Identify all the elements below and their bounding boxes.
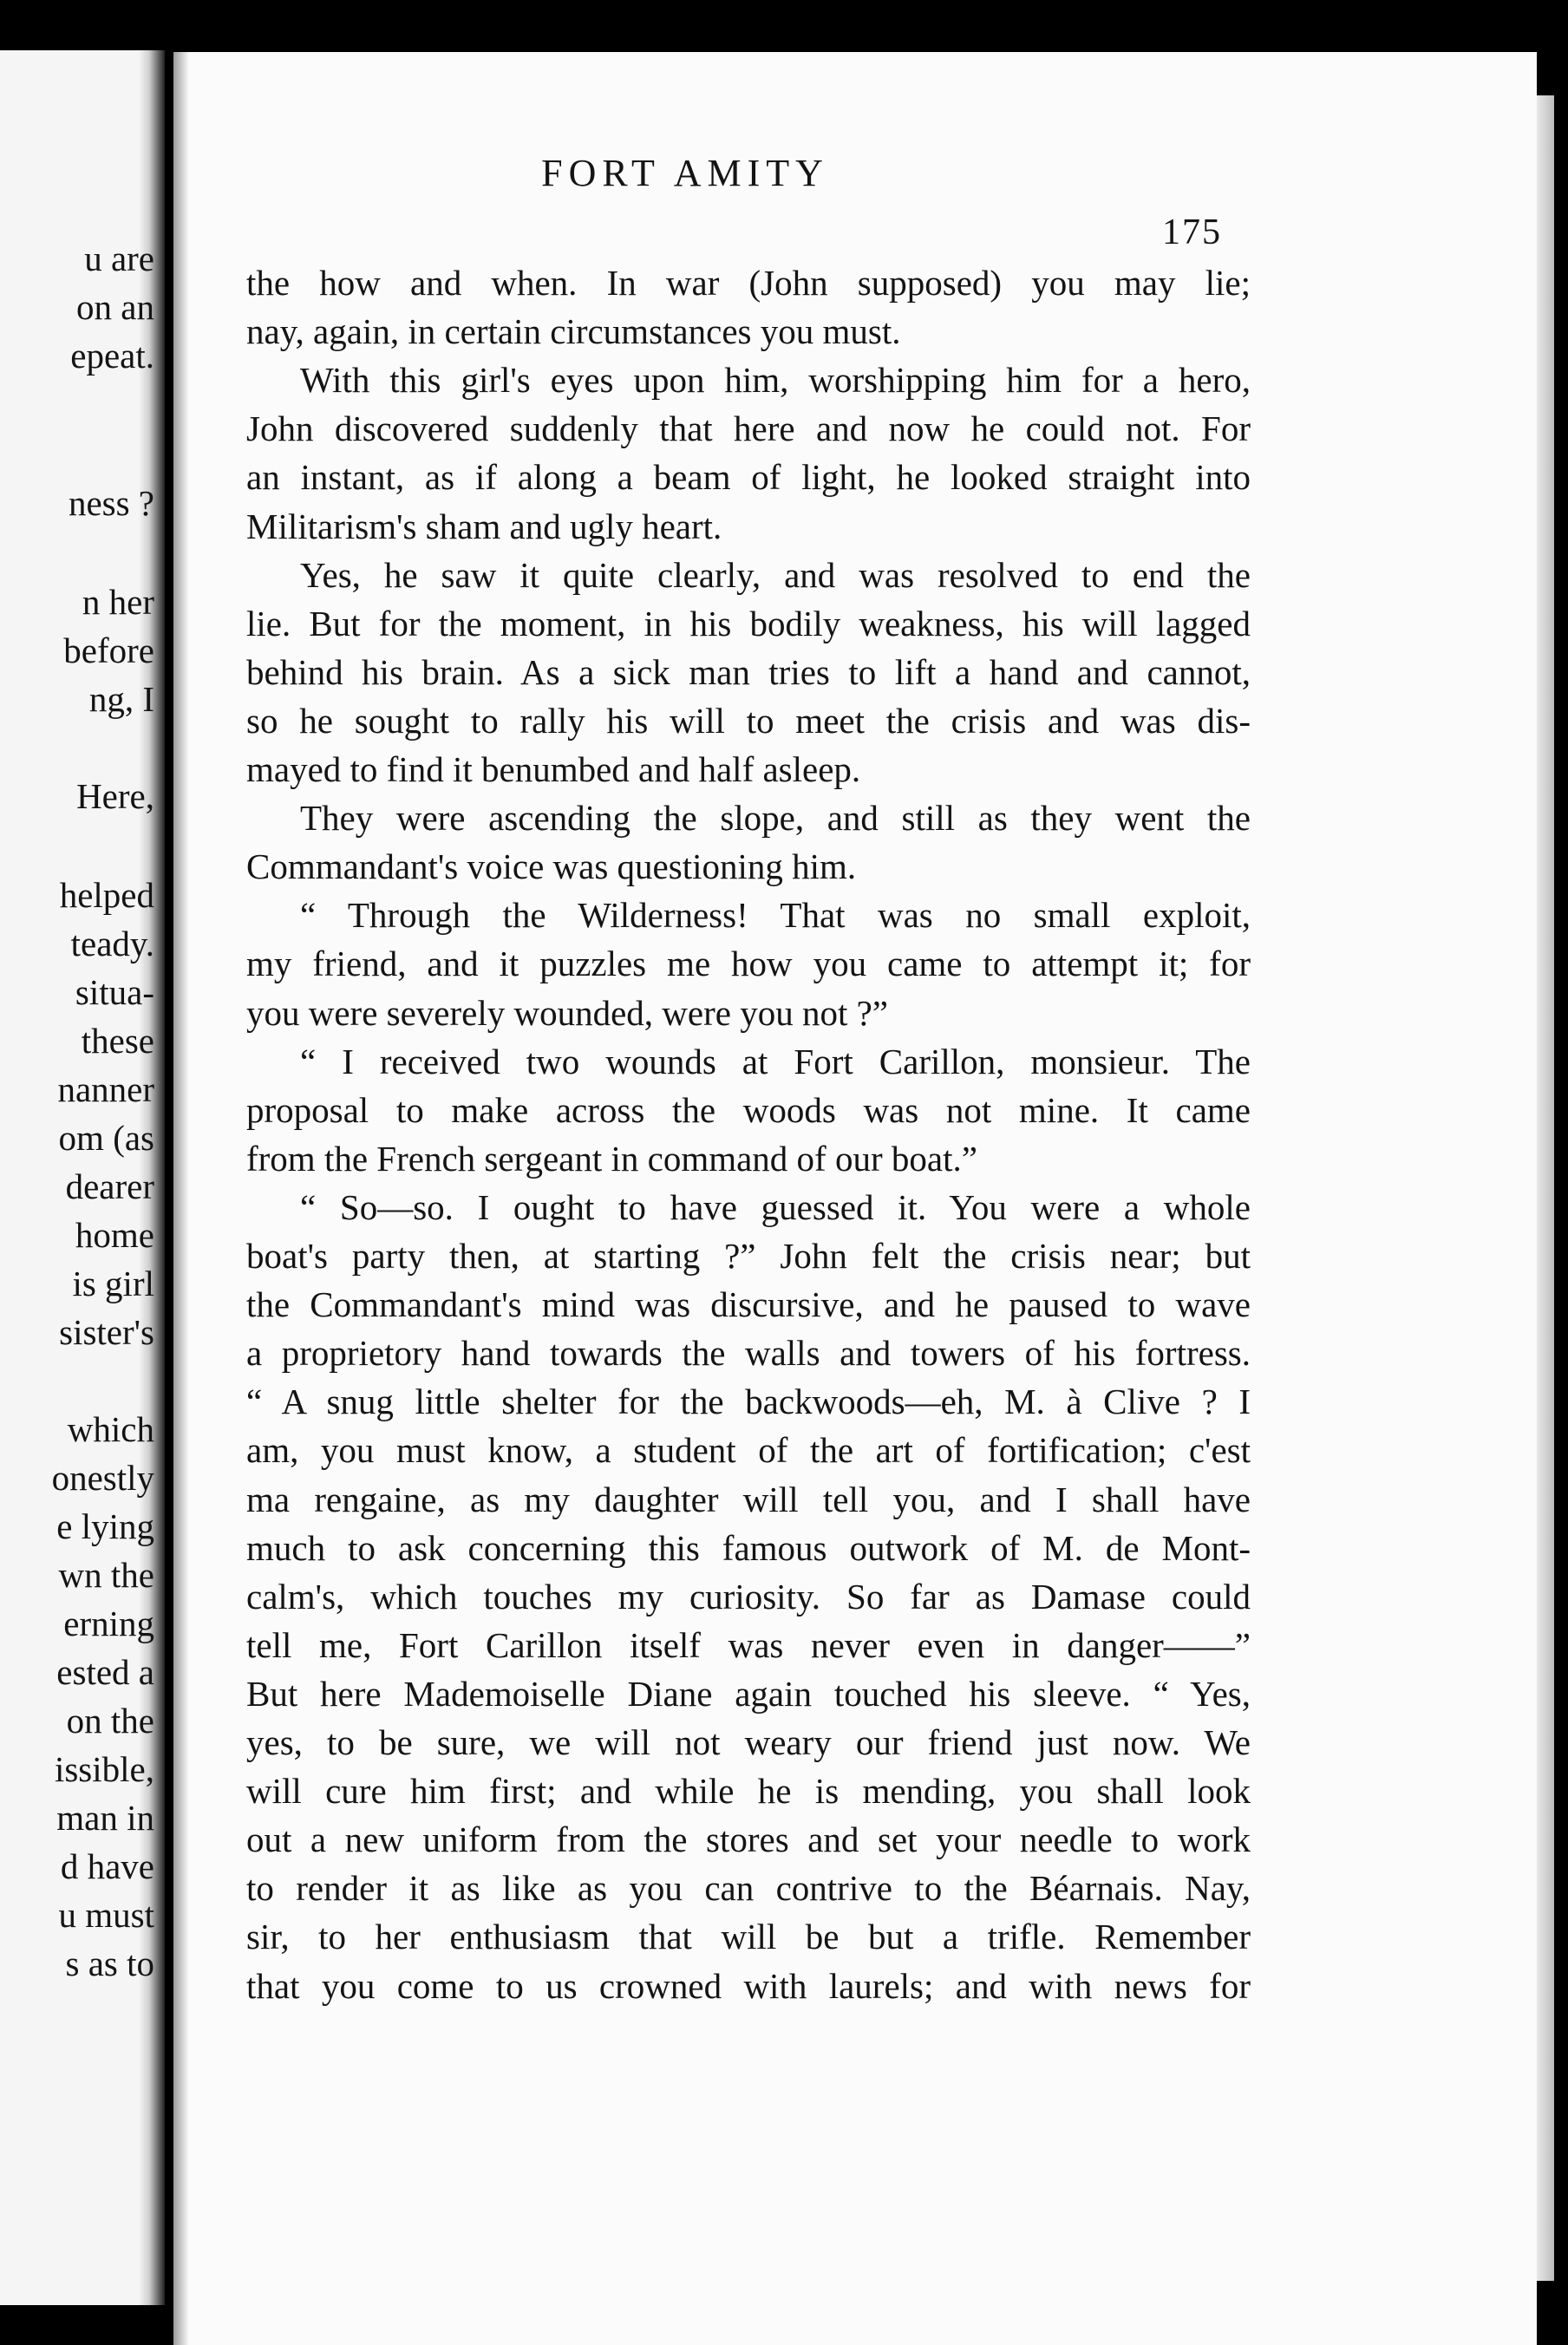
text-line: But here Mademoiselle Diane again touched his sleeve. “ Yes, bbox=[246, 1674, 1251, 1714]
text-line: sir, to her enthusiasm that will be but a trifle. Remember bbox=[246, 1917, 1251, 1956]
text-line: They were ascending the slope, and still as they went the bbox=[300, 798, 1251, 838]
left-page-fragment: u must bbox=[58, 1895, 154, 1935]
text-line: “ I received two wounds at Fort Carillon, monsieur. The bbox=[300, 1042, 1251, 1081]
left-page-fragment: epeat. bbox=[70, 336, 154, 376]
text-line: boat's party then, at starting ?” John felt the crisis near; but bbox=[246, 1236, 1251, 1276]
text-line: “ A snug little shelter for the backwoods—eh, M. à Clive ? I bbox=[246, 1382, 1251, 1421]
text-line: the how and when. In war (John supposed) you may lie; bbox=[246, 263, 1251, 303]
left-page-fragment: wn the bbox=[58, 1555, 154, 1595]
text-line: a proprietory hand towards the walls and towers of his fortress. bbox=[246, 1333, 1251, 1373]
text-line: the Commandant's mind was discursive, and he paused to wave bbox=[246, 1284, 1251, 1324]
left-page-fragment: situa- bbox=[75, 972, 154, 1012]
left-page-fragment: ng, I bbox=[88, 679, 154, 719]
left-page-fragment: onestly bbox=[51, 1458, 154, 1498]
text-line: so he sought to rally his will to meet the crisis and was dis- bbox=[246, 701, 1251, 741]
left-page-fragment: om (as bbox=[58, 1118, 154, 1158]
text-line: proposal to make across the woods was not mine. It came bbox=[246, 1090, 1251, 1130]
left-page-fragment: is girl bbox=[72, 1264, 154, 1303]
text-line: tell me, Fort Carillon itself was never even in danger——” bbox=[246, 1625, 1251, 1665]
text-line: calm's, which touches my curiosity. So far as Damase could bbox=[246, 1577, 1251, 1617]
left-page-fragment: d have bbox=[60, 1846, 154, 1886]
text-line: to render it as like as you can contrive to the Béarnais. Nay, bbox=[246, 1868, 1251, 1908]
text-line: my friend, and it puzzles me how you came to attempt it; for bbox=[246, 944, 1251, 983]
text-line: “ So—so. I ought to have guessed it. You were a whole bbox=[300, 1187, 1251, 1227]
text-line: an instant, as if along a beam of light, he looked straight into bbox=[246, 457, 1251, 497]
left-page-fragment: ness ? bbox=[68, 483, 154, 523]
left-page-fragment: ested a bbox=[56, 1652, 154, 1692]
text-line: that you come to us crowned with laurels; and with news for bbox=[246, 1966, 1251, 2006]
left-page-fragment: these bbox=[81, 1021, 154, 1061]
text-line: out a new uniform from the stores and set your needle to work bbox=[246, 1819, 1251, 1859]
left-page-fragment: before bbox=[63, 630, 154, 670]
text-line: John discovered suddenly that here and now he could not. For bbox=[246, 408, 1251, 448]
left-page-fragment: which bbox=[67, 1409, 154, 1449]
page-edge bbox=[1537, 95, 1554, 2281]
text-line: mayed to find it benumbed and half asleep. bbox=[246, 749, 861, 789]
text-line: With this girl's eyes upon him, worshipping him for a hero, bbox=[300, 360, 1251, 400]
text-line: from the French sergeant in command of our boat.” bbox=[246, 1139, 977, 1179]
text-line: ma rengaine, as my daughter will tell you, and I shall have bbox=[246, 1480, 1251, 1519]
text-line: behind his brain. As a sick man tries to lift a hand and cannot, bbox=[246, 652, 1251, 692]
left-page-fragment: nanner bbox=[57, 1069, 154, 1109]
text-line: “ Through the Wilderness! That was no small exploit, bbox=[300, 895, 1251, 935]
left-page-fragment: n her bbox=[82, 582, 154, 622]
left-page-fragment: teady. bbox=[70, 924, 154, 963]
text-line: much to ask concerning this famous outwork of M. de Mont- bbox=[246, 1528, 1251, 1568]
left-page-fragment: man in bbox=[56, 1798, 154, 1838]
running-head: FORT AMITY bbox=[541, 152, 829, 194]
left-page-fragment: dearer bbox=[65, 1166, 154, 1206]
left-page-fragment: s as to bbox=[65, 1943, 154, 1983]
text-line: Yes, he saw it quite clearly, and was resolved to end the bbox=[300, 555, 1251, 595]
text-line: lie. But for the moment, in his bodily weakness, his will lagged bbox=[246, 604, 1251, 643]
left-page-fragment: helped bbox=[59, 875, 154, 915]
left-page-fragment: Here, bbox=[76, 776, 154, 816]
left-page-fragment: erning bbox=[63, 1604, 154, 1643]
text-line: am, you must know, a student of the art of fortification; c'est bbox=[246, 1430, 1251, 1470]
left-page-fragment: on the bbox=[66, 1701, 154, 1741]
left-page-fragment: e lying bbox=[56, 1506, 154, 1546]
text-line: Commandant's voice was questioning him. bbox=[246, 846, 857, 886]
page-number: 175 bbox=[1162, 212, 1222, 252]
text-line: you were severely wounded, were you not ?” bbox=[246, 993, 889, 1033]
left-page-fragment: sister's bbox=[59, 1312, 154, 1352]
left-page-fragment: issible, bbox=[54, 1749, 154, 1789]
text-line: nay, again, in certain circumstances you must. bbox=[246, 311, 901, 351]
left-page-fragment: on an bbox=[76, 287, 154, 327]
left-page-fragment: home bbox=[75, 1215, 154, 1255]
text-line: yes, to be sure, we will not weary our friend just now. We bbox=[246, 1722, 1251, 1762]
left-page-fragment: u are bbox=[84, 238, 154, 278]
text-line: will cure him first; and while he is mending, you shall look bbox=[246, 1771, 1251, 1811]
text-line: Militarism's sham and ugly heart. bbox=[246, 506, 722, 546]
